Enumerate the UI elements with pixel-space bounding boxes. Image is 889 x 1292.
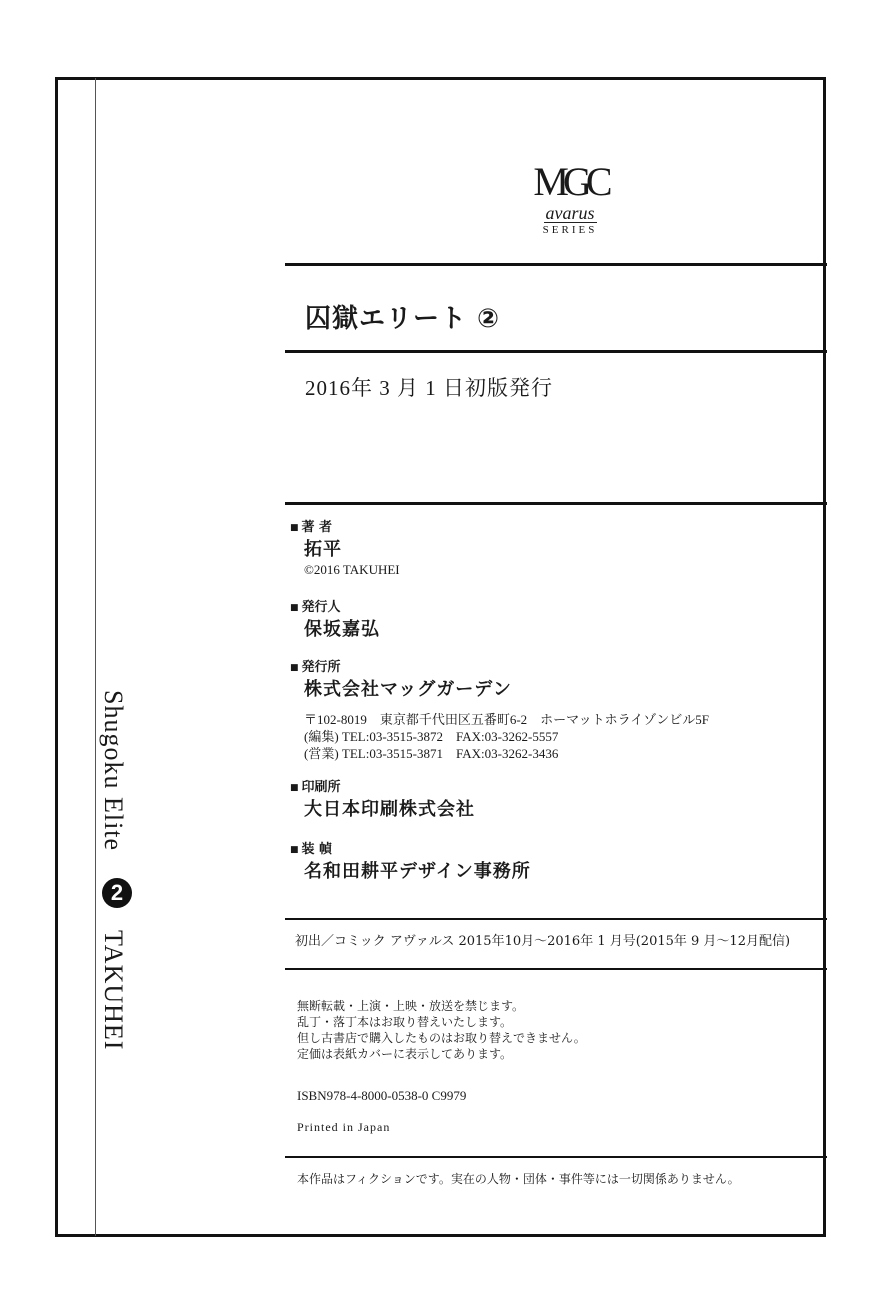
legal-line: 無断転載・上演・上映・放送を禁じます。 [297,999,525,1013]
legal-line: 乱丁・落丁本はお取り替えいたします。 [297,1015,513,1029]
copyright: ©2016 TAKUHEI [304,562,400,577]
spine [98,690,134,1110]
isbn: ISBN978-4-8000-0538-0 C9979 [297,1088,467,1103]
publisher-heading: ■ 発行所 [290,656,709,675]
divider [285,263,827,266]
design-name: 名和田耕平デザイン事務所 [304,861,531,882]
divider [285,502,827,505]
legal-line: 定価は表紙カバーに表示してあります。 [297,1047,513,1061]
publisher-sales-contact: (営業) TEL:03-3515-3871 FAX:03-3262-3436 [304,746,559,761]
spine-volume-badge: 2 [102,878,132,908]
logo-name: avarus [545,203,595,223]
spine-author: TAKUHEI [99,930,128,1051]
divider [285,1156,827,1158]
printer-name: 大日本印刷株式会社 [304,799,475,820]
divider [285,350,827,353]
printer-section [290,776,475,821]
author-section [290,516,400,578]
publisher-section [290,656,709,762]
first-published-note: 初出／コミック アヴァルス 2015年10月～2016年 1 月号(2015年 9 月～12月配信) [295,934,791,949]
divider [285,918,827,920]
design-heading: ■ 装 幀 [290,838,531,857]
spine-title: Shugoku Elite [99,690,128,852]
printer-heading: ■ 印刷所 [290,776,475,795]
logo-series: SERIES [542,224,598,236]
legal-line: 但し古書店で購入したものはお取り替えできません。 [297,1031,586,1045]
author-name: 拓平 [304,539,342,560]
design-section [290,838,531,883]
publication-date: 2016年 3 月 1 日初版発行 [305,376,553,400]
author-heading: ■ 著 者 [290,516,400,535]
publisher-name: 株式会社マッグガーデン [304,679,512,700]
logo-mark: MGC [533,159,607,204]
printed-in: Printed in Japan [297,1120,391,1134]
publisher-editorial-contact: (編集) TEL:03-3515-3872 FAX:03-3262-5557 [304,729,559,744]
spine-divider [95,78,96,1236]
publisher-address: 〒102-8019 東京都千代田区五番町6-2 ホーマットホライゾンビル5F [304,712,709,727]
book-title: 囚獄エリート ② [305,304,501,334]
divider [285,968,827,970]
legal-notice [297,998,586,1062]
publisher-person-heading: ■ 発行人 [290,596,380,615]
publisher-logo [520,160,620,250]
publisher-person-name: 保坂嘉弘 [304,619,380,640]
publisher-person-section [290,596,380,641]
fiction-notice: 本作品はフィクションです。実在の人物・団体・事件等には一切関係ありません。 [297,1172,740,1186]
